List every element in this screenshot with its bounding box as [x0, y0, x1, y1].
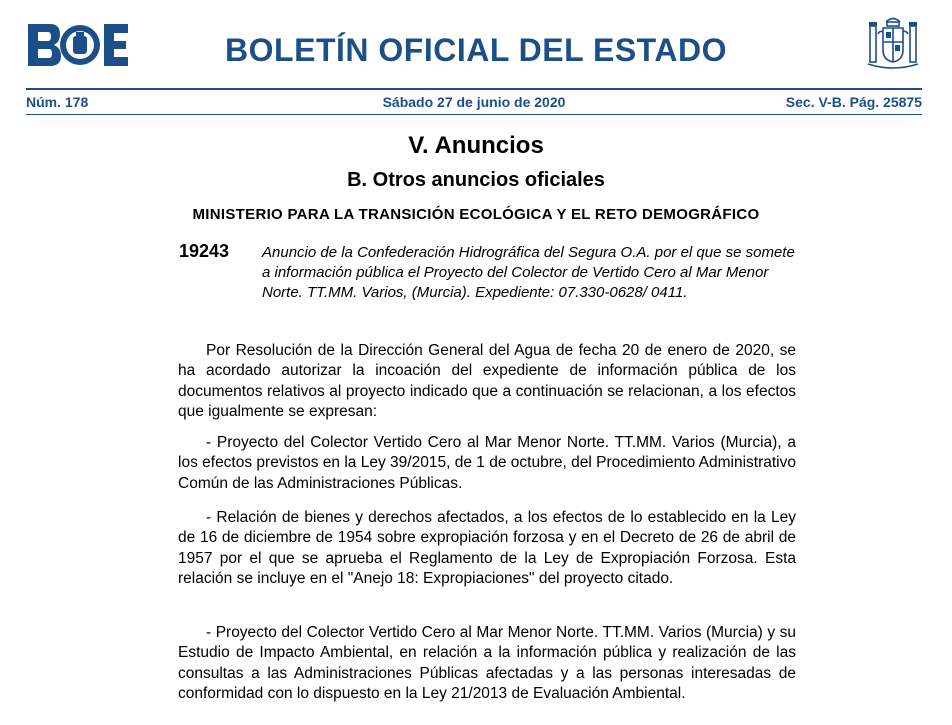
section-subtitle: B. Otros anuncios oficiales — [347, 169, 605, 191]
announcement-summary: Anuncio de la Confederación Hidrográfica del Segura O.A. por el que se somete a información pública el Proyecto del Colector de Vertido Cero al Mar Menor Norte. TT.MM. Varios, (Murcia). Expediente: 07.330-0628/ 0411. — [262, 244, 795, 301]
section-page: Sec. V-B. Pág. 25875 — [785, 94, 922, 110]
issue-date: Sábado 27 de junio de 2020 — [382, 94, 566, 110]
spain-coat-of-arms-icon — [866, 14, 920, 72]
section-title: V. Anuncios — [408, 132, 544, 159]
announcement-number: 19243 — [179, 241, 230, 261]
body-paragraph: Por Resolución de la Dirección General del Agua de fecha 20 de enero de 2020, se ha acordado autorizar la incoación del expediente de información pública de los documentos relativos al proyecto indicado que a continuación se relacionan, a los efectos que igualmente se expresan: — [178, 342, 796, 420]
body-paragraph: - Relación de bienes y derechos afectados, a los efectos de lo establecido en la Ley de 16 de diciembre de 1954 sobre expropiación forzosa y en el Decreto de 26 de abril de 1957 por el que se aprueba el Reglamento de la Ley de Expropiación Forzosa. Esta relación se incluye en el "Anejo 18: Expropiaciones" del proyecto citado. — [178, 509, 796, 587]
body-paragraph: - Proyecto del Colector Vertido Cero al Mar Menor Norte. TT.MM. Varios (Murcia), a los efectos previstos en la Ley 39/2015, de 1 de octubre, del Procedimiento Administrativo Común de las Administraciones Públicas. — [178, 434, 796, 492]
ministry-heading: MINISTERIO PARA LA TRANSICIÓN ECOLÓGICA Y EL RETO DEMOGRÁFICO — [192, 206, 760, 223]
body-paragraph: - Proyecto del Colector Vertido Cero al Mar Menor Norte. TT.MM. Varios (Murcia) y su Estudio de Impacto Ambiental, en relación a la información pública y realización de las consultas a las Administraciones Públicas afectadas y a las personas interesadas de conformidad con lo dispuesto en la Ley 21/2013 de Evaluación Ambiental. — [178, 624, 796, 702]
gazette-title: BOLETÍN OFICIAL DEL ESTADO — [225, 32, 727, 68]
header-rule-bottom — [26, 114, 922, 115]
issue-info-bar — [26, 93, 922, 111]
header-rule-top — [26, 88, 922, 90]
issue-number: Núm. 178 — [26, 94, 89, 110]
